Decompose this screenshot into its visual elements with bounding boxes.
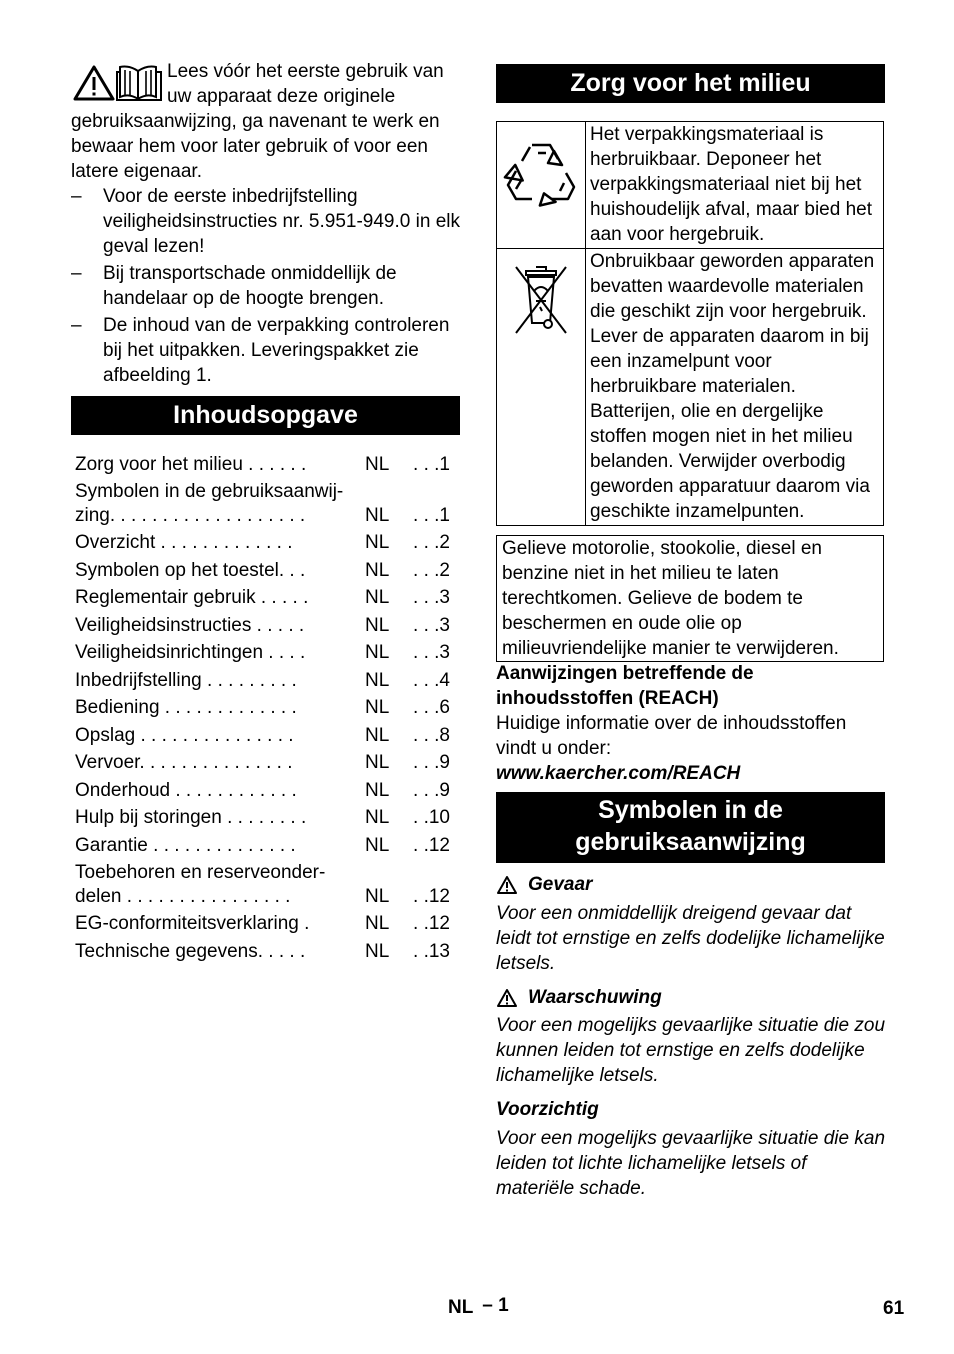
toc-title: Overzicht . . . . . . . . . . . . .	[75, 532, 293, 553]
toc-title: Toebehoren en reserveonder- delen . . . . . . . . . . . . . . . .	[75, 861, 326, 907]
toc-title: Technische gegevens. . . . .	[75, 940, 306, 962]
environment-heading: Zorg voor het milieu	[496, 64, 885, 103]
toc-page: . . .2	[413, 559, 450, 581]
toc-title: Symbolen in de gebruiksaanwij- zing. . . . . . . . . . . . . . . . . . .	[75, 480, 344, 526]
toc-row[interactable]	[75, 833, 460, 861]
toc-lang: NL	[365, 669, 390, 691]
toc-page: . . .3	[413, 642, 450, 663]
symbol-item-caution	[496, 1097, 885, 1201]
reach-link[interactable]: www.kaercher.com/REACH	[496, 763, 741, 784]
symbols-list	[496, 872, 885, 1210]
toc-page: . . .3	[413, 587, 450, 608]
symbol-title: Gevaar	[528, 874, 593, 895]
toc-lang: NL	[365, 697, 390, 718]
toc-lang: NL	[365, 587, 390, 608]
toc-title: Opslag . . . . . . . . . . . . . . .	[75, 724, 294, 746]
bin-icon-cell	[497, 249, 586, 526]
toc-lang: NL	[365, 807, 390, 828]
intro-text: Lees vóór het eerste gebruik van uw apparaat deze originele gebruiksaanwijzing, ga navenant te werk en bewaar hem voor later gebruik of voor een latere eigenaar.	[71, 61, 444, 182]
symbols-heading: Symbolen in de gebruiksaanwijzing	[496, 792, 885, 863]
table-of-contents	[75, 452, 460, 967]
toc-page: . . .9	[413, 752, 450, 773]
recycle-icon	[502, 135, 580, 213]
warning-triangle-icon	[496, 875, 518, 895]
toc-lang: NL	[365, 752, 390, 773]
toc-row[interactable]	[75, 939, 460, 967]
symbol-text: Voor een mogelijks gevaarlijke situatie die kan leiden tot lichte lichamelijke letsels of materiële schade.	[496, 1128, 886, 1199]
toc-title: Onderhoud . . . . . . . . . . . .	[75, 779, 297, 801]
toc-page: . .12	[413, 834, 450, 856]
symbol-title: Waarschuwing	[528, 987, 662, 1008]
toc-page: . . .9	[413, 779, 450, 801]
toc-lang: NL	[365, 724, 390, 746]
intro-block	[71, 59, 460, 184]
toc-row[interactable]	[75, 531, 460, 559]
crossed-wheelie-bin-icon	[506, 261, 576, 341]
recycle-icon-cell	[497, 122, 586, 249]
environment-table	[496, 121, 884, 526]
toc-title: Veiligheidsinstructies . . . . .	[75, 614, 305, 636]
toc-page: . .12	[413, 913, 450, 934]
toc-title: Garantie . . . . . . . . . . . . . .	[75, 834, 296, 856]
toc-row[interactable]	[75, 452, 460, 480]
intro-bullet-list	[71, 184, 460, 390]
toc-page: . . .1	[413, 504, 450, 526]
list-item: – Voor de eerste inbedrijfstelling veiligheidsinstructies nr. 5.951-949.0 in elk geval lezen!	[71, 186, 460, 257]
toc-title: Reglementair gebruik . . . . .	[75, 587, 309, 608]
symbol-item-warning	[496, 985, 885, 1088]
toc-row[interactable]	[75, 751, 460, 779]
toc-row[interactable]	[75, 806, 460, 834]
toc-row[interactable]	[75, 696, 460, 724]
footer-section: NL – 1	[448, 1295, 509, 1318]
toc-lang: NL	[365, 834, 390, 856]
warning-triangle-icon	[496, 988, 518, 1008]
intro-icons	[71, 59, 165, 105]
toc-heading: Inhoudsopgave	[71, 396, 460, 435]
toc-title: Zorg voor het milieu . . . . . .	[75, 453, 307, 475]
toc-lang: NL	[365, 913, 390, 934]
symbol-title: Voorzichtig	[496, 1099, 599, 1120]
toc-row[interactable]	[75, 912, 460, 940]
toc-row[interactable]	[75, 778, 460, 806]
toc-page: . .10	[413, 807, 450, 828]
toc-lang: NL	[365, 940, 390, 962]
table-row	[497, 122, 884, 249]
symbol-item-danger	[496, 872, 885, 976]
table-row	[497, 249, 884, 526]
toc-page: . . .3	[413, 614, 450, 636]
toc-row[interactable]	[75, 668, 460, 696]
page-number: 61	[883, 1298, 905, 1319]
symbol-text: Voor een onmiddellijk dreigend gevaar dat leidt tot ernstige en zelfs dodelijke lichamelijke letsels.	[496, 903, 885, 974]
toc-lang: NL	[365, 559, 390, 581]
toc-row[interactable]	[75, 641, 460, 669]
toc-lang: NL	[365, 779, 390, 801]
toc-page: . . .8	[413, 724, 450, 746]
toc-title: Symbolen op het toestel. . .	[75, 559, 306, 581]
list-item: – Bij transportschade onmiddellijk de handelaar op de hoogte brengen.	[71, 263, 397, 309]
toc-row[interactable]	[75, 723, 460, 751]
list-item: – De inhoud van de verpakking controleren bij het uitpakken. Leveringspakket zie afbeelding 1.	[71, 315, 450, 386]
bin-text: Onbruikbaar geworden apparaten bevatten waardevolle materialen die geschikt zijn voor hergebruik. Lever de apparaten daarom in bij een inzamelpunt voor herbruikbare materialen. Batterijen, olie en dergelijke stoffen mogen niet in het milieu belanden. Verwijder overbodig geworden apparatuur daarom via geschikte inzamelpunten.	[586, 249, 884, 526]
toc-page: . . .6	[413, 697, 450, 718]
toc-page: . .12	[413, 885, 450, 907]
toc-row[interactable]	[75, 586, 460, 614]
toc-row[interactable]	[75, 480, 460, 531]
recycle-text: Het verpakkingsmateriaal is herbruikbaar. Deponeer het verpakkingsmateriaal niet bij het huishoudelijk afval, maar bied het aan voor hergebruik.	[586, 122, 884, 249]
toc-row[interactable]	[75, 558, 460, 586]
toc-lang: NL	[365, 532, 390, 553]
toc-page: . . .4	[413, 669, 450, 691]
toc-title: EG-conformiteitsverklaring .	[75, 913, 310, 934]
toc-page: . .13	[413, 940, 450, 962]
toc-title: Veiligheidsinrichtingen . . . .	[75, 642, 306, 663]
toc-lang: NL	[365, 885, 390, 907]
toc-title: Inbedrijfstelling . . . . . . . . .	[75, 669, 297, 691]
reach-title: Aanwijzingen betreffende de inhoudsstoffen (REACH)	[496, 663, 754, 709]
oil-notice-box: Gelieve motorolie, stookolie, diesel en benzine niet in het milieu te laten terechtkomen. Gelieve de bodem te beschermen en oude olie op milieuvriendelijke manier te verwijderen.	[496, 535, 884, 662]
toc-lang: NL	[365, 504, 390, 526]
symbol-text: Voor een mogelijks gevaarlijke situatie die zou kunnen leiden tot ernstige en zelfs dodelijke lichamelijke letsels.	[496, 1015, 886, 1086]
reach-section	[496, 661, 885, 786]
toc-title: Hulp bij storingen . . . . . . . .	[75, 807, 307, 828]
toc-row[interactable]	[75, 861, 460, 912]
toc-lang: NL	[365, 614, 390, 636]
reach-text: Huidige informatie over de inhoudsstoffen vindt u onder:	[496, 713, 847, 759]
toc-row[interactable]	[75, 613, 460, 641]
toc-lang: NL	[365, 642, 390, 663]
warning-manual-icon	[71, 59, 165, 105]
toc-page: . . .2	[413, 532, 450, 553]
toc-title: Vervoer. . . . . . . . . . . . . . .	[75, 752, 293, 773]
toc-page: . . .1	[413, 453, 450, 475]
toc-title: Bediening . . . . . . . . . . . . .	[75, 697, 297, 718]
toc-lang: NL	[365, 453, 390, 475]
